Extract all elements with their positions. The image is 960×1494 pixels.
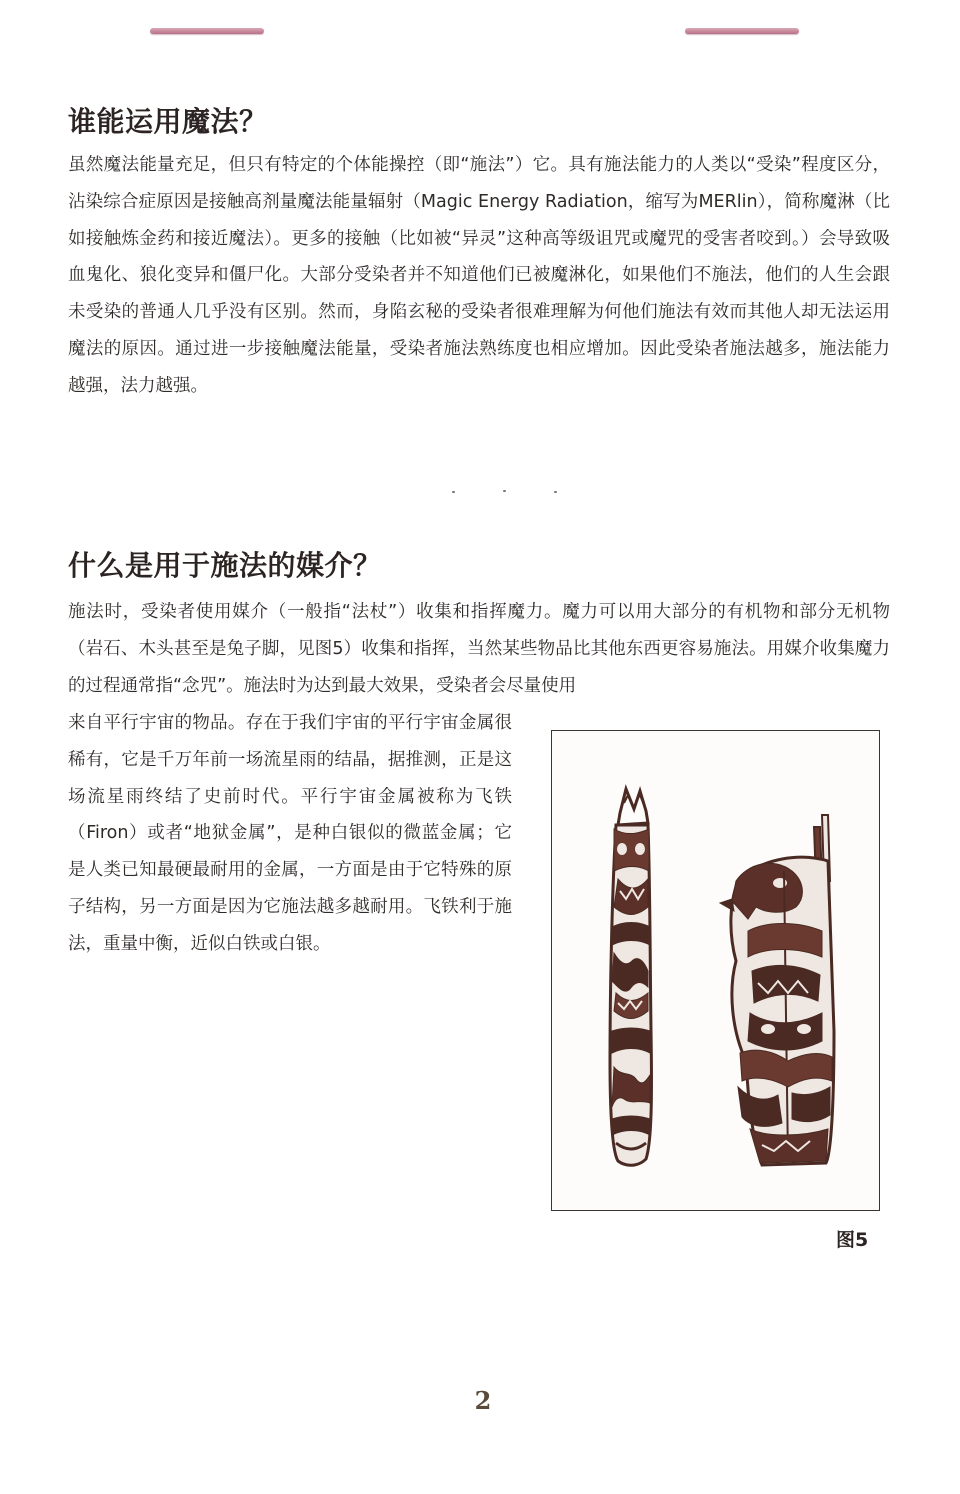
section-1-title: 谁能运用魔法？ bbox=[68, 105, 268, 138]
figure-5-frame bbox=[551, 730, 880, 1211]
carved-wand-right-icon bbox=[720, 815, 834, 1165]
section-2-title: 什么是用于施法的媒介？ bbox=[68, 549, 382, 582]
figure-5-wand-illustration bbox=[552, 731, 878, 1209]
carved-wand-left-icon bbox=[610, 789, 651, 1165]
page-number: 2 bbox=[474, 1386, 492, 1415]
section-2-body-full: 施法时，受染者使用媒介（一般指“法杖”）收集和指挥魔力。魔力可以用大部分的有机物和部分无机物（岩石、木头甚至是兔子脚，见图5）收集和指挥，当然某些物品比其他东西更容易施法。用媒介收集魔力的过程通常指“念咒”。施法时为达到最大效果，受染者会尽量使用 bbox=[68, 602, 890, 696]
binding-mark-right bbox=[685, 28, 799, 34]
divider-specks bbox=[452, 490, 562, 494]
section-1-body: 虽然魔法能量充足，但只有特定的个体能操控（即“施法”）它。具有施法能力的人类以“受染”程度区分，沾染综合症原因是接触高剂量魔法能量辐射（Magic Energy Radiation，缩写为MERlin），简称魔淋（比如接触炼金药和接近魔法）。更多的接触（比如被“异灵”这种高等级诅咒或魔咒的受害者咬到。）会导致吸血鬼化、狼化变异和僵尸化。大部分受染者并不知道他们已被魔淋化，如果他们不施法，他们的人生会跟未受染的普通人几乎没有区别。然而，身陷玄秘的受染者很难理解为何他们施法有效而其他人却无法运用魔法的原因。通过进一步接触魔法能量，受染者施法熟练度也相应增加。因此受染者施法越多，施法能力越强，法力越强。 bbox=[68, 155, 890, 396]
section-2-body-beside-figure: 来自平行宇宙的物品。存在于我们宇宙的平行宇宙金属很稀有，它是千万年前一场流星雨的结晶，据推测，正是这场流星雨终结了史前时代。平行宇宙金属被称为飞铁（Firon）或者“地狱金属”，是种白银似的微蓝金属；它是人类已知最硬最耐用的金属，一方面是由于它特殊的原子结构，另一方面是因为它施法越多越耐用。飞铁利于施法，重量中衡，近似白铁或白银。 bbox=[68, 713, 512, 954]
binding-mark-left bbox=[150, 28, 264, 34]
figure-5-caption: 图5 bbox=[836, 1229, 869, 1251]
